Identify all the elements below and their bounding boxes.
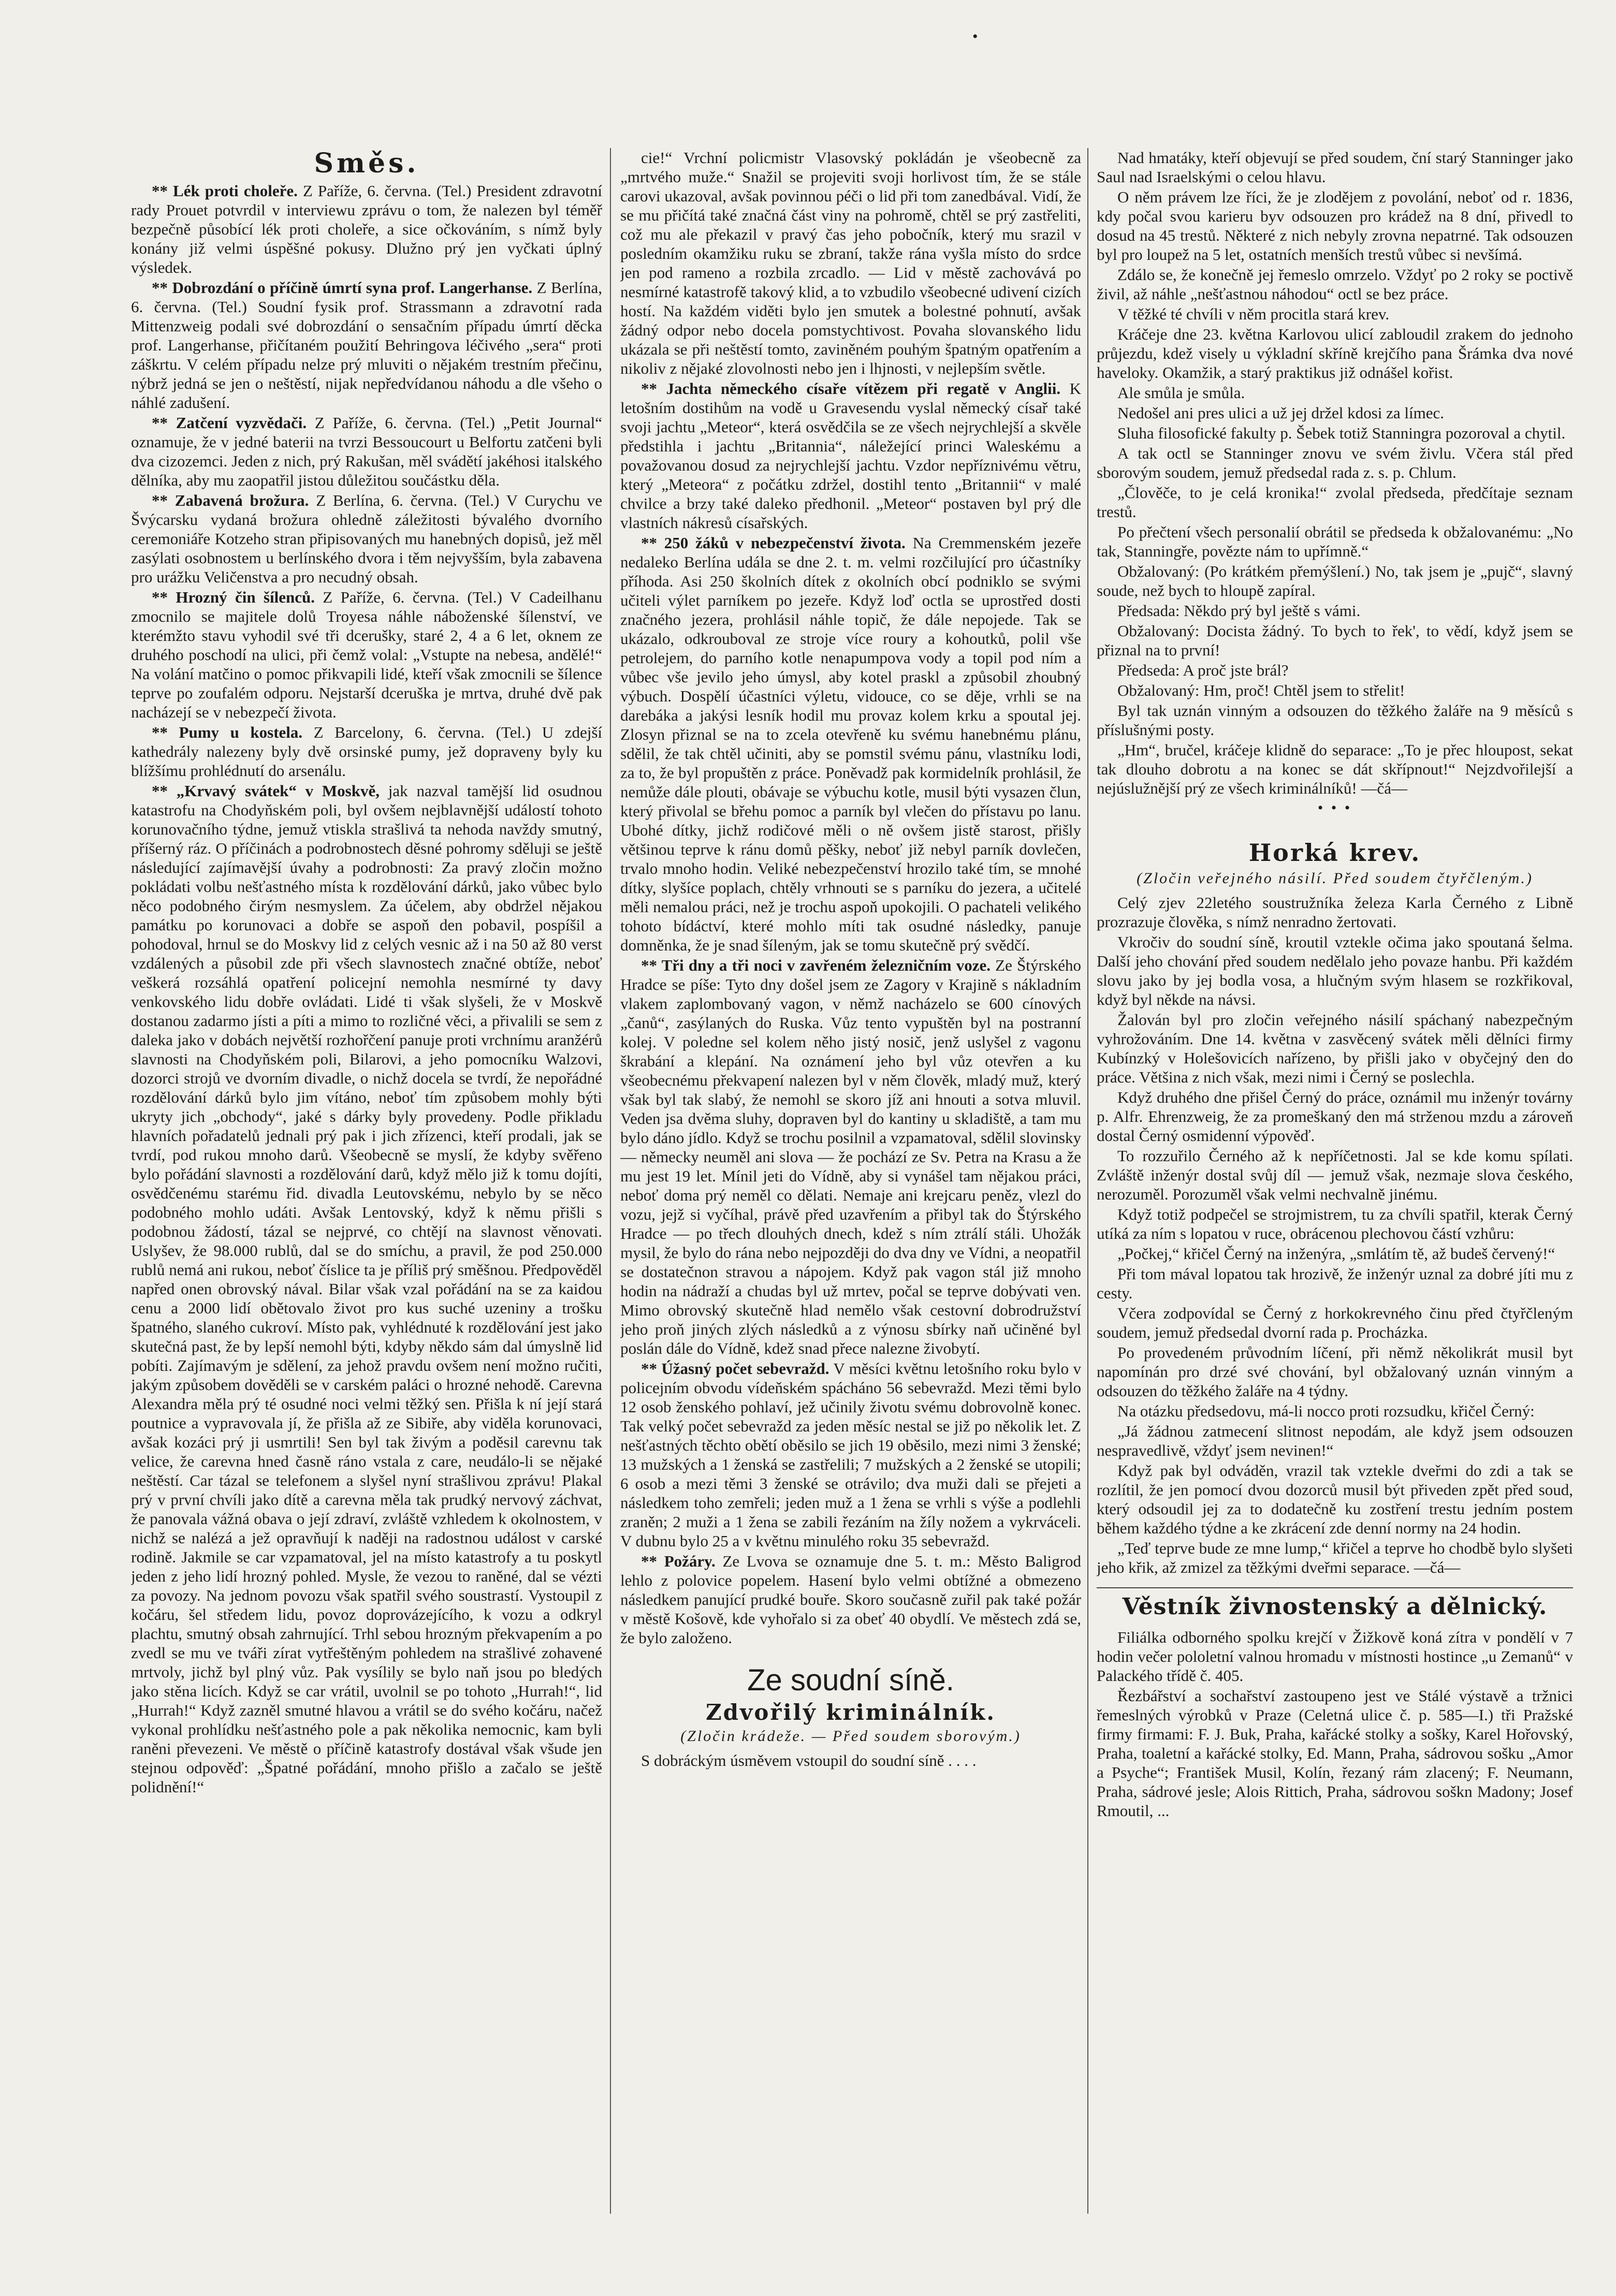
- article-paragraph: Kráčeje dne 23. května Karlovou ulicí zabloudil zrakem do jednoho průjezdu, kdež visely u výkladní skříně krejčího pana Šrámka dva nové haveloky. Okamžik, a starý praktikus již odnášel kořist.: [1097, 325, 1573, 382]
- article-paragraph: O něm právem lze říci, že je zlodějem z povolání, neboť od r. 1836, kdy počal svou karieru byv odsouzen pro krádež na 8 dní, přivedl to dosud na 45 trestů. Některé z nich nebyly zrovna nepatrné. Tak odsouzen byl pro loupež na 5 let, ostatních menších trestů vůbec si nevšímá.: [1097, 188, 1573, 264]
- column-rule: [1087, 148, 1088, 2214]
- article-paragraph: Když druhého dne přišel Černý do práce, oznámil mu inženýr továrny p. Alfr. Ehrenzweig, že za promeškaný den má strženou mzdu a zároveň dostal Černý osmidenní výpověď.: [1097, 1088, 1573, 1145]
- article-paragraph: „Hm“, bručel, kráčeje klidně do separace: „To je přec hloupost, sekat tak dlouho dobrotu a na konec se dát skřípnout!“ Nejzdvořilejší a nejúslužnější prý ze všech kriminálníků! —čá—: [1097, 741, 1573, 797]
- article-item: cie!“ Vrchní policmistr Vlasovský pokládán je všeobecně za „mrtvého muže.“ Snažil se projeviti svoji horlivost tím, že se stále carovi ukazoval, avšak povinnou péči o lid při tom zanedbával. Vidí, že se mu přičítá také značná část viny na pohromě, chtěl se prý zastřeliti, což mu ale překazil v pravý čas jeho pobočník, který mu srazil v posledním okamžiku ruku se zbraní, takže rána vyšla místo do srdce jen pod rameno a rozbila zrcadlo. — Lid v městě zachovává po nesmírné katastrofě takový klid, a to vzbudilo všeobecné udivení cizích hostí. Na každém viděti bylo jen smutek a bolestné pohnutí, avšak žádný odpor nebo docela pomstychtivost. Povaha slovanského lidu ukázala se při neštěstí tomto, zaviněném pouhým špatným opatřením a nikoliv z nějaké zlovolnosti nebo jen i lhjnosti, v nejlepším světle.: [620, 149, 1081, 377]
- article-paragraph: Při tom mával lopatou tak hrozivě, že inženýr uznal za dobré jíti mu z cesty.: [1097, 1265, 1573, 1302]
- article-paragraph: Včera zodpovídal se Černý z horkokrevného činu před čtyřčleným soudem, jemuž předsedal dvorní rada p. Procházka.: [1097, 1304, 1573, 1341]
- article-paragraph: Po provedeném průvodním líčení, při němž několikrát musil byt napomínán pro drzé své chování, byl obžalovaný uznán vinným a odsouzen do těžkého žaláře na 4 týdny.: [1097, 1343, 1573, 1400]
- article-paragraph: S dobráckým úsměvem vstoupil do soudní síně . . . .: [641, 1751, 977, 1769]
- article-paragraph: Celý zjev 22letého soustružníka železa Karla Černého z Libně prozrazuje člověka, s nímž nenradno žertovati.: [1097, 894, 1573, 931]
- article-item: ** Zabavená brožura. Z Berlína, 6. června. (Tel.) V Curychu ve Švýcarsku vydaná brožura ohledně záležitosti bývalého dvorního ceremoniáře Kotzeho stran připisovaných mu hanebných dopisů, jež měl zasýlati osobnostem u berlínského dvora i těm nejvyšším, byla zabavena pro urážku Veličenstva a pro necudný obsah.: [131, 491, 602, 586]
- article-paragraph: Byl tak uznán vinným a odsouzen do těžkého žaláře na 9 měsíců s příslušnými posty.: [1097, 701, 1573, 739]
- article-paragraph: Vkročiv do soudní síně, kroutil vztekle očima jako spoutaná šelma. Další jeho chování před soudem nedělalo jeho povaze hanbu. Při každém slovu jako by jej bodla vosa, a hlučným svým hlasem se rozkřikoval, když byl někde na návsi.: [1097, 933, 1573, 1008]
- article-paragraph: „Člověče, to je celá kronika!“ zvolal předseda, předčítaje seznam trestů.: [1097, 484, 1573, 521]
- article-item: ** 250 žáků v nebezpečenství života. Na Cremmenském jezeře nedaleko Berlína udála se dne 2. t. m. velmi rozčilující pro účastníky příhoda. Asi 250 školních dítek z okolních obcí podniklo se svými učiteli výlet parníkem po jezeře. Když loď octla se uprostřed dosti značného jezera, prohlásil náhle topič, že dále nepojede. Tak se ukázalo, odkrouboval ze stroje více roury a kohoutků, polil vše petrolejem, do parního kotle nenapumpova vody a topil pod ním a vůbec vše jevilo jeho úmysl, aby kotel praskl a způsobil zhoubný výbuch. Dospělí účastníci výletu, vidouce, co se děje, vrhli se na darebáka a jakýsi lesník hodil mu provaz kolem krku a spoutal jej. Zlosyn přiznal se na to zcela otevřeně ku svému hanebnému plánu, sdělil, že tak chtěl učiniti, aby se pomstil svému pánu, vlastníku lodi, za to, že byl propuštěn z práce. Poněvadž pak kormidelník prohlásil, že nemůže dále plouti, obávaje se výbuchu kotle, musil býti vysazen člun, který přivolal se břehu pomoc a parník byl vlečen do přístavu po lanu. Ubohé dítky, jichž rodičové měli o ně ovšem jistě starost, přišly většinou teprve k ránu domů pěšky, neboť již nebyl parník dovlečen, trvalo mnoho hodin. Veliké nebezpečenství hrozilo také tím, se mnohé dítky, slyšíce poplach, chtěly vrhnouti se s parníku do jezera, a učitelé měli nemalou práci, než je trochu aspoň upokojili. O pachateli velikého tohoto bídáctví, které mohlo míti tak osudné následky, panuje domněnka, že je snad šíleným, jak se tomu skutečně prý svědčí.: [620, 534, 1081, 954]
- section-title-soudni: Ze soudní síně.: [747, 1663, 954, 1697]
- article-paragraph: Filiálka odborného spolku krejčí v Žižkově koná zítra v pondělí v 7 hodin večer pololetní valnou hromadu v místnosti hostince „u Zemanů“ v Palackého třídě č. 405.: [1097, 1628, 1573, 1685]
- divider: [1097, 1587, 1573, 1588]
- article-paragraph: Obžalovaný: Hm, proč! Chtěl jsem to střelit!: [1117, 681, 1405, 699]
- article-item: ** Dobrozdání o příčině úmrtí syna prof. Langerhanse. Z Berlína, 6. června. (Tel.) Soudní fysik prof. Strassmann a zdravotní rada Mittenzweig podali své dobrozdání o sensačním případu úmrtí děcka prof. Langerhanse, přičítaném použití Behringova léčivého „sera“ proti záškrtu. V celém případu nelze prý mluviti o nějakém trestním přečinu, nýbrž jedná se jen o neštěstí, nijak nepředvídanou náhodu a dle všeho o náhlé zadušení.: [131, 279, 602, 412]
- article-item: ** Tři dny a tři noci v zavřeném železničním voze. Ze Štýrského Hradce se píše: Tyto dny došel jsem ze Zagory v Krajině s nákladním vlakem zaplombovaný vagon, v němž nacházelo se 600 cínových „čanů“, zasýlaných do Ruska. Vůz tento vypuštěn byl na postranní kolej. V poledne sel kolem něho jistý nosič, jenž uslyšel z vagonu škrabání a klepání. Na oznámení jeho byl vůz otevřen a ku všeobecnému překvapení nalezen byl v něm člověk, mladý muž, který však byl tak slabý, že nemohl se skoro jíž ani hnouti a sotva mluvil. Veden jsa dvěma sluhy, dopraven byl do kantiny u skladiště, a tam mu bylo dáno jídlo. Když se trochu posilnil a vzpamatoval, sdělil slovinsky — německy neuměl ani slova — že pochází ze Sv. Petra na Krasu a že mu jest 19 let. Mínil jeti do Vídně, aby si vynášel tam nějakou práci, neboť doma prý neměl co dělati. Nemaje ani krejcaru peněz, vlezl do vozu, jejž si vyčíhal, právě před uzavřením a přibyl tak do Štýrského Hradce — po třech dlouhých dnech, kdež s ním ztrálí stáli. Uhožák mysil, že bylo do rána nebo nejpozději do dva dny ve Vídni, a neopatřil se dostatečnon stravou a nápojem. Když pak vagon stál již mnoho hodin na nádraží a chudas byl už mrtev, počal se teprve dobývati ven. Mimo obrovský skutečně hlad nemělo však cestovní dobrodružství jeho proň jiných zlých následků a z výnosu sbírky naň učiněné byl poslán dále do Vídně, kdež snad přece nalezne živobytí.: [620, 956, 1081, 1357]
- article-item: ** Pumy u kostela. Z Barcelony, 6. června. (Tel.) U zdejší kathedrály nalezeny byly dvě orsinské pumy, jež dopraveny byly ku blížšímu prohlédnutí do arsenálu.: [131, 723, 602, 780]
- column-left: [131, 148, 602, 2214]
- article-paragraph: Zdálo se, že konečně jej řemeslo omrzelo. Vždyť po 2 roky se poctivě živil, až náhle „nešťastnou náhodou“ octl se bez práce.: [1097, 266, 1573, 303]
- article-paragraph: Obžalovaný: Docista žádný. To bych to řek', to vědí, když jsem se přiznal na to první!: [1097, 622, 1573, 659]
- column-middle: [620, 148, 1081, 2214]
- article-item: ** Požáry. Ze Lvova se oznamuje dne 5. t. m.: Město Baligrod lehlo z polovice popelem. Hasení bylo velmi obtížné a obmezeno následkem panující prudké bouře. Skoro současně zuřil pak také požár v městě Košově, kde vyhořalo si za obeť 40 obydlí. Ve městech zdá se, že bylo založeno.: [620, 1552, 1081, 1647]
- article-paragraph: Když totiž podpečel se strojmistrem, tu za chvíli spatřil, kterak Černý utíká za ním s lopatou v ruce, obrácenou plechovou částí vzhůru:: [1097, 1205, 1573, 1242]
- article-title: Horká krev.: [1248, 839, 1421, 867]
- section-title-vestnik: Věstník živnostenský a dělnický.: [1122, 1593, 1548, 1620]
- article-paragraph: Řezbářství a sochařství zastoupeno jest ve Stálé výstavě a tržnici řemeslných výrobků v Praze (Celetná ulice č. p. 585—I.) tři Pražské firmy firmami: F. J. Buk, Praha, kařácké stolky a sošky, Karel Hořovský, Praha, toaletní a kařácké stolky, Ed. Mann, Praha, sádrovou sošku „Amor a Psyche“; František Musil, Kolín, řezaný rám zlacený; F. Neumann, Praha, sádrové jesle; Alois Rittich, Praha, sádrovou soškn Madony; Josef Rmoutil, ...: [1097, 1687, 1573, 1820]
- article-item: ** Lék proti choleře. Z Paříže, 6. června. (Tel.) President zdravotní rady Prouet potvrdil v interviewu zprávu o tom, že nalezen byl téměř bezpečně působící lék proti choleře, a sice očkováním, s nímž byly konány již velmi úspěšné pokusy. Dlužno prý jen vyčkati úplný výsledek.: [131, 182, 602, 276]
- article-paragraph: Předsada: Někdo prý byl ještě s vámi.: [1117, 602, 1361, 620]
- article-paragraph: Na otázku předsedovu, má-li nocco proti rozsudku, křičel Černý:: [1117, 1402, 1535, 1420]
- article-paragraph: To rozzuřilo Černého až k nepříčetnosti. Jal se kde komu spílati. Zvláště inženýr dostal svůj díl — jemuž však, nezmaje slova českého, nerozuměl. Porozuměl však velmi nechvalně jinému.: [1097, 1147, 1573, 1203]
- article-paragraph: Předseda: A proč jste brál?: [1117, 661, 1289, 679]
- column-right: [1097, 148, 1573, 2214]
- article-item: ** Hrozný čin šílenců. Z Paříže, 6. června. (Tel.) V Cadeilhanu zmocnilo se majitele dolů Troyesa náhle náboženské šílenství, ve kterémžto stavu vyhodil své tři dcerušky, staré 2, 4 a 6 let, oknem ze druhého poschodí na ulici, při čemž volal: „Vstupte na nebesa, andělé!“ Na volání matčino o pomoc přikvapili lidé, kteří však zmocnili se šílence teprve po zoufalém odporu. Nejstarší dceruška je mrtva, druhé dvě pak nacházejí se v nebezpečí života.: [131, 588, 602, 721]
- article-paragraph: „Počkej,“ křičel Černý na inženýra, „smlátím tě, až budeš červený!“: [1117, 1245, 1555, 1263]
- article-item: ** Zatčení vyzvědači. Z Paříže, 6. června. (Tel.) „Petit Journal“ oznamuje, že v jedné baterii na tvrzi Bessoucourt u Belfortu zatčeni byli dva cizozemci. Jeden z nich, prý Rakušan, měl svádětí jakéhosi italského dělníka, aby mu zaopatřil jistou důležitou součástku děla.: [131, 414, 602, 489]
- article-item: ** Úžasný počet sebevražd. V měsíci květnu letošního roku bylo v policejním obvodu vídeňském spácháno 56 sebevražd. Mezi těmi bylo 12 osob ženského pohlaví, jež učinily životu svému dobrovolně konec. Tak velký počet sebevražd za jeden měsíc nestal se již po několik let. Z nešťastných těchto obětí oběsilo se jich 19 oběsilo, mezi nimi 3 ženské; 13 mužských a 1 ženská se zastřelili; 7 mužských a 2 ženské se utopili; 6 osob a mezi těmi 3 ženské se otrávilo; dva muži dali se přejeti a následkem toho zemřeli; jeden muž a 1 žena se vrhli s výše a podlehli zraněn; 2 muži a 1 žena se zabili řezáním na žíly nožem a vykrváceli. V dubnu bylo 25 a v květnu minulého roku 35 sebevražd.: [620, 1359, 1081, 1550]
- article-paragraph: Když pak byl odváděn, vrazil tak vztekle dveřmi do zdi a tak se rozlítil, že jen pomocí dvou dozorců musil být přiveden zpět před soud, který odsoudil jej za to dodatečně ku zostření trestu jedním postem během každého týdne a ke zkrácení zde denní normy na 24 hodin.: [1097, 1461, 1573, 1537]
- article-paragraph: Obžalovaný: (Po krátkém přemýšlení.) No, tak jsem je „pujč“, slavný soude, než bych to hloupě zapíral.: [1097, 562, 1573, 599]
- article-paragraph: Ale smůla je smůla.: [1117, 384, 1245, 402]
- article-meta: (Zločin veřejného násilí. Před soudem čtyřčleným.): [1137, 870, 1533, 887]
- article-title: Zdvořilý kriminálník.: [705, 1700, 996, 1725]
- article-paragraph: „Teď teprve bude ze mne lump,“ křičel a teprve ho chodbě bylo slyšeti jeho křik, až zmizel za těžkými dveřmi separace. —čá—: [1097, 1539, 1573, 1576]
- article-item: ** Jachta německého císaře vítězem při regatě v Anglii. K letošním dostihům na vodě u Gravesendu vyslal německý císař také svoji jachtu „Meteor“, která osvědčila se ze všech nejrychlejší a skvěle předstihla i jachtu „Britannia“, náležející princi Waleskému a považovanou dosud za nejrychlejší jachtu. Vzdor nepříznivému větru, který „Meteora“ z počátku zdržel, dostihl tento „Britannii“ v malé chvilce a brzy také daleko předhonil. „Meteor“ postaven byl prý dle vlastních nákresů císařských.: [620, 379, 1081, 532]
- article-item: ** „Krvavý svátek“ v Moskvě, jak nazval tamější lid osudnou katastrofu na Chodyňském poli, byl ovšem nejblavnější událostí tohoto korunovačního týdne, jemuž vtiskla strašlivá ta nehoda navždy smutný, příšerný ráz. O příčinách a podrobnostech děsné pohromy sděluji se ještě následující zajímavější úvahy a podrobnosti: Za pravý zločin možno pokládati volbu nešťastného místa k rozdělování dárků, jako vůbec bylo něco podobného čirým nesmyslem. Za účelem, aby obdržel nějakou památku po korunovaci a dobře se aspoň den pobavil, pospíšil a pohodoval, hrnul se do Moskvy lid z celých vesnic až i na 50 až 80 verst vzdálených a působil zde při všech slavnostech značné obtíže, neboť veškerá rozsáhlá opatření policejní nemohla nesmírné ty davy venkovského lidu dobře ovládati. Lidé ti však slyšeli, že v Moskvě dostanou zadarmo jísti a píti a mimo to rozličné věci, a přivalili se sem z daleka jako v dobách největší rozhořčení panuje proti vrchnímu aranžérů slavnosti na Chodyňském poli, Bilarovi, a jeho pomocníku Walzovi, dozorci strojů ve dvorním divadle, o nichž docela se tvrdí, že nepořádné rozdělování dárků bylo jim vítáno, neboť tím způsobem mohly býti ukryty jich „obchody“, jaké s dárky byly provedeny. Podle přikladu hlavních pořadatelů jednali prý pak i jich zřízenci, kteří prodali, jak se tvrdí, pod rukou mnoho darů. Všeobecně se myslí, že kdyby svěřeno bylo pořádání slavnosti a rozdělování darů, když mělo již k tomu dojíti, osvědčenému starému řid. divadla Leutovskému, nebylo by se něco podobného mohlo udáti. Avšak Lentovský, když k němu přišli s podobnou žádostí, tázal se nejprvé, co chtějí na slavnost věnovati. Uslyšev, že 98.000 rublů, dal se do smíchu, a pravil, že pod 250.000 rublů nemá ani rukou, neboť číslice ta je příliš prý směšnou. Předpověděl napřed onen obrovský nával. Bilar však vzal pořádání na se za kaidou cenu a 2000 lidí obětovalo život pro kus suché uzeniny a trošku špatného, slaného cukroví. Místo pak, vyhlédnuté k rozdělování jest jako skutečná past, že by lepší nemohl býti, kdyby někdo sám dal úmyslně lid pobíti. Zajímavým je sdělení, za jehož pravdu ovšem není možno ručiti, jakým způsobem dověděli se v carském paláci o hrozné nehodě. Carevna Alexandra měla prý té osudné noci velmi těžký sen. Přišla k ní její stará poutnice a vypravovala jí, že přišla až ze Sibiře, aby viděla korunovaci, avšak kozáci prý ji usmrtili! Sen byl tak živým a poděsil carevnu tak velice, že carevna hned časně ráno vstala z care, neudálo-li se nějaké neštěstí. Car tázal se telefonem a slyšel nyní strašlivou zprávu! Plakal prý v první chvíli jako dítě a carevna měla tak prudký nervový záchvat, že panovala vážná obava o její zdraví, zvláště vzhledem k okolnostem, v nichž se nalézá a jež opravňují k naději na radostnou událost v carské rodině. Jakmile se car vzpamatoval, jel na místo katastrofy a tu poskytl jeden z jeho lidí hrozný pohled. Mysle, že vezou to raněné, dal se vézti za povozy. Na jednom povozu však spatřil svého soustrastí. Vystoupil z kočáru, šel středem lidu, povoz doprovázejícího, k vozu a odkryl plachtu, smutný obsah zahrnující. Trhl sebou hrozným překvapením a po zvedl se mu ve tváři zírat vytřeštěným pohledem na strašlivé zohavené mrtvoly, jichž byl plný vůz. Pak vysílily se bylo naň jsou po bledých jako stěna licích. Když se car vrátil, uvolnil se po tohoto „Hurrah!“, lid „Hurrah!“ Když zazněl smutné hlavou a vrátil se do svého kočáru, načež vykonal prohlídku nešťastného pole a pak několika nemocnic, kam byli raněni převezeni. Ve městě o příčině katastrofy dostával však všude jen stejnou odpověď: „Špatné pořádání, mnoho přišlo a začalo se ještě polidnění!“: [131, 782, 602, 1796]
- section-title-smes: Směs.: [314, 148, 419, 179]
- article-paragraph: V těžké té chvíli v něm procitla stará krev.: [1117, 305, 1390, 323]
- article-paragraph: Sluha filosofické fakulty p. Šebek totiž Stanningra pozoroval a chytil.: [1117, 424, 1566, 442]
- separator: • • •: [1317, 799, 1352, 816]
- column-rule: [610, 148, 611, 2214]
- article-paragraph: Nad hmatáky, kteří objevují se před soudem, ční starý Stanninger jako Saul nad Israelskými o celou hlavu.: [1097, 149, 1573, 186]
- page-mark: •: [972, 28, 978, 45]
- article-paragraph: Žalován byl pro zločin veřejného násilí spáchaný nabezpečným vyhrožováním. Dne 14. května v zasvěcený svátek měli dělníci firmy Kubínzký v Holešovicích nařízeno, by přišli jako v obyčejný den do práce. Většina z nich však, mezi nimi i Černý se poslechla.: [1097, 1011, 1573, 1086]
- article-paragraph: Po přečtení všech personalií obrátil se předseda k obžalovanému: „No tak, Stanningře, povězte nám to upřímně.“: [1097, 523, 1573, 560]
- article-meta: (Zločin krádeže. — Před soudem sborovým.): [680, 1728, 1021, 1745]
- article-paragraph: A tak octl se Stanninger znovu ve svém živlu. Včera stál před sborovým soudem, jemuž předsedal rada z. s. p. Chlum.: [1097, 444, 1573, 481]
- article-paragraph: Nedošel ani pres ulici a už jej držel kdosi za límec.: [1117, 404, 1444, 422]
- article-paragraph: „Já žádnou zatmecení slitnost nepodám, ale když jsem odsouzen nespravedlivě, vždyť jsem nevinen!“: [1097, 1422, 1573, 1459]
